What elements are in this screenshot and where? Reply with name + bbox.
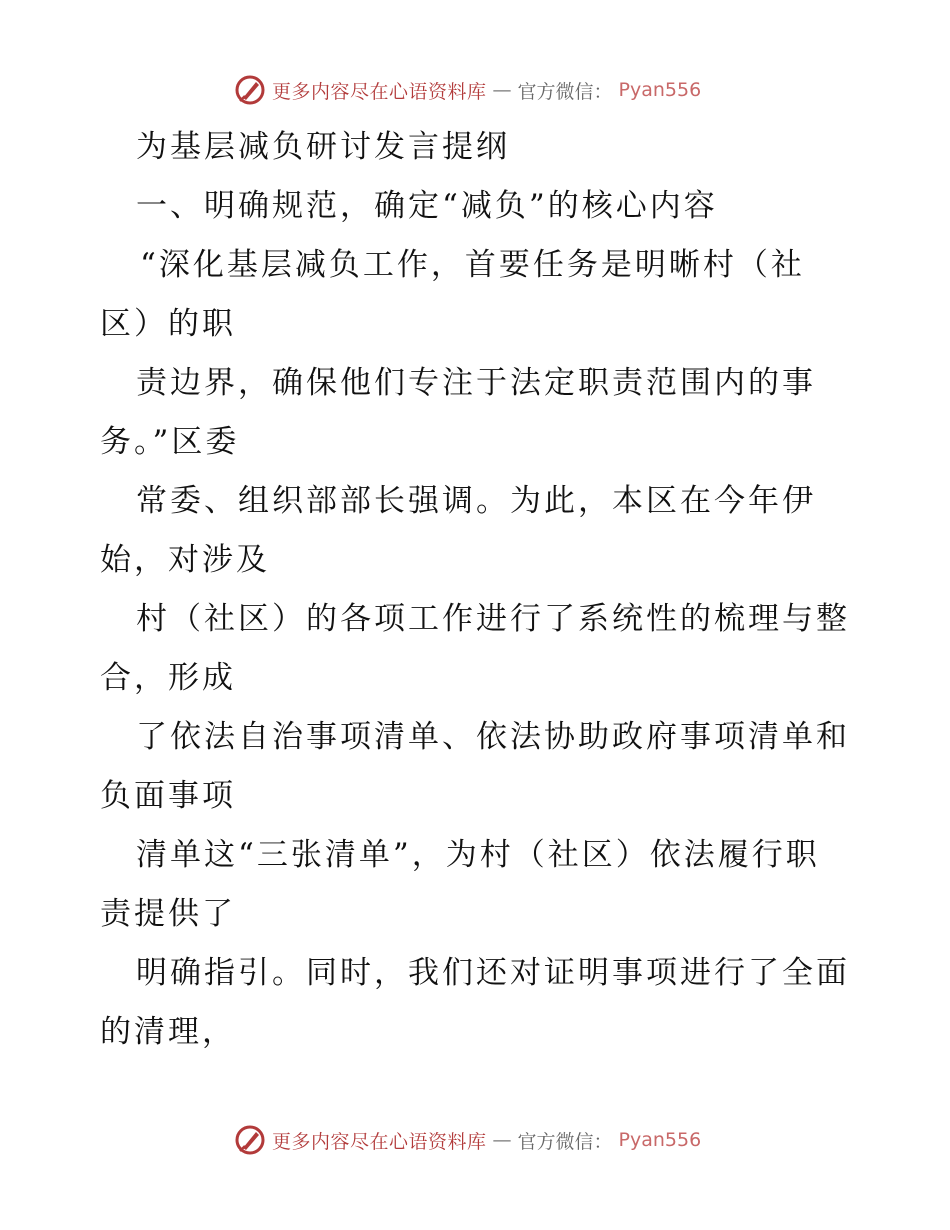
watermark-brand: 更多内容尽在心语资料库 (272, 1130, 487, 1153)
watermark-contact: 官方微信： (517, 80, 613, 103)
body-line: 负面事项 (100, 778, 236, 814)
body-line: 务。”区委 (100, 424, 240, 460)
watermark-dash: — (492, 79, 512, 101)
body-line: 的清理， (100, 1014, 236, 1050)
body-line: 清单这“三张清单”，为村（社区）依法履行职 (136, 837, 820, 873)
header-watermark (234, 72, 701, 108)
body-line: “深化基层减负工作，首要任务是明晰村（社 (140, 247, 805, 283)
quill-logo-icon (234, 74, 266, 106)
quill-logo-icon (234, 1124, 266, 1156)
body-line: 常委、组织部部长强调。为此，本区在今年伊 (136, 483, 816, 519)
section-heading: 一、明确规范，确定“减负”的核心内容 (136, 188, 718, 224)
document-title: 为基层减负研讨发言提纲 (136, 129, 510, 165)
body-line: 责边界，确保他们专注于法定职责范围内的事 (136, 365, 816, 401)
watermark-handle: Pyan556 (618, 79, 702, 101)
body-line: 合，形成 (100, 660, 236, 696)
watermark-dash: — (492, 1129, 512, 1151)
body-line: 区）的职 (100, 306, 236, 342)
watermark-handle: Pyan556 (618, 1129, 702, 1151)
body-line: 了依法自治事项清单、依法协助政府事项清单和 (136, 719, 850, 755)
body-line: 村（社区）的各项工作进行了系统性的梳理与整 (136, 601, 850, 637)
watermark-brand: 更多内容尽在心语资料库 (272, 80, 487, 103)
body-line: 明确指引。同时，我们还对证明事项进行了全面 (136, 955, 850, 991)
footer-watermark (234, 1122, 701, 1158)
watermark-contact: 官方微信： (517, 1130, 613, 1153)
body-line: 责提供了 (100, 896, 236, 932)
body-line: 始，对涉及 (100, 542, 270, 578)
